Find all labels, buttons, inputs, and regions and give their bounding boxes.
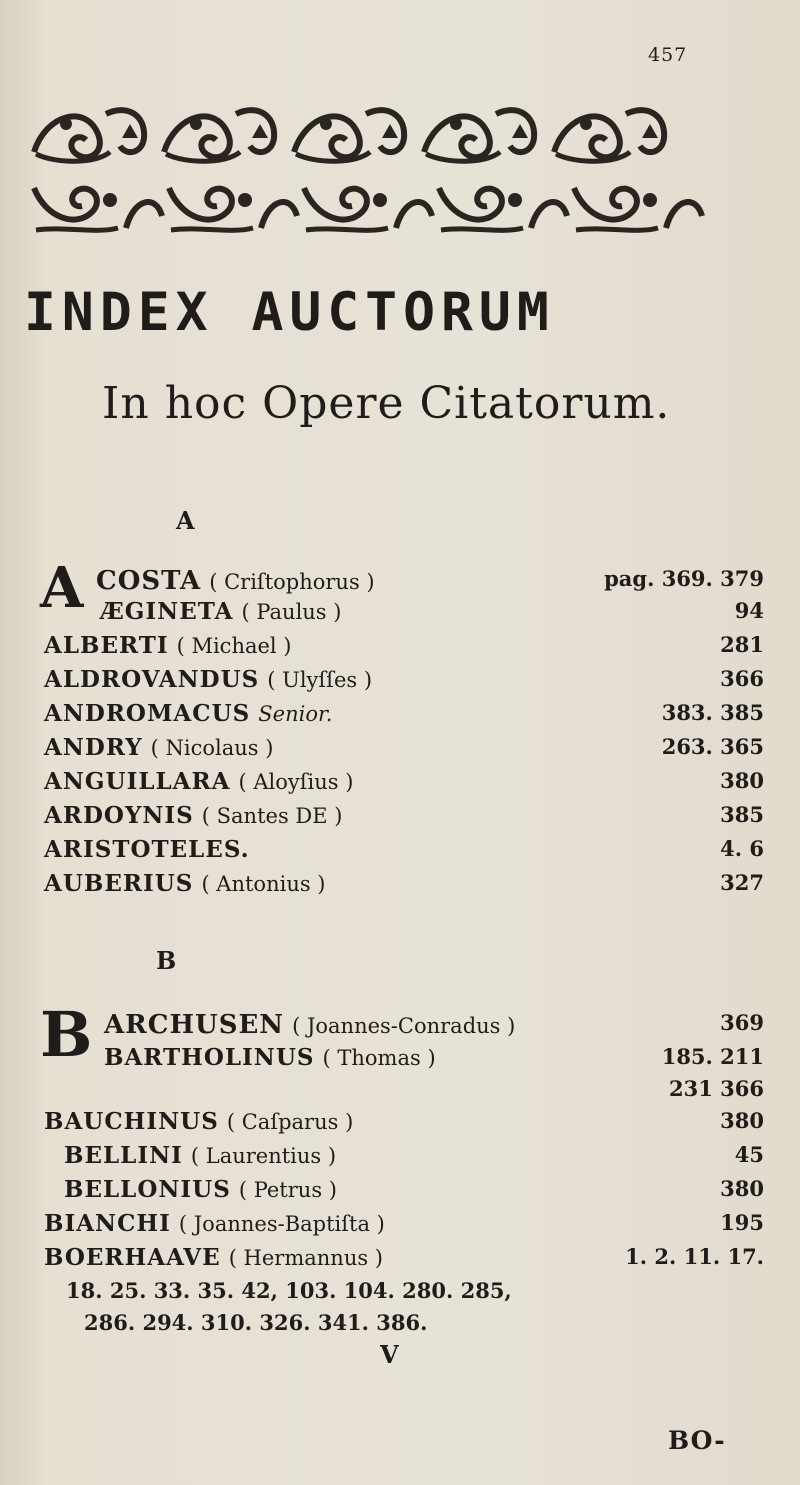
entry-name: BIANCHI <box>44 1210 171 1237</box>
entry-given-name: ( Paulus ) <box>241 600 342 624</box>
signature-mark: V <box>380 1340 399 1369</box>
entry-name: ÆGINETA <box>100 598 234 625</box>
entry-pages: 369 <box>720 1010 764 1035</box>
entry-given-name: ( Hermannus ) <box>228 1246 383 1270</box>
entry-given-name: ( Nicolaus ) <box>150 736 274 760</box>
drop-capital-b: B <box>40 998 93 1071</box>
entry-pages-continuation: 18. 25. 33. 35. 42, 103. 104. 280. 285, <box>66 1278 512 1303</box>
entry-pages: 380 <box>720 1176 764 1201</box>
section-letter-b: B <box>156 946 177 975</box>
entry-pages: 45 <box>734 1142 764 1167</box>
index-entry <box>44 870 764 904</box>
entry-name: BAUCHINUS <box>44 1108 219 1135</box>
entry-name: COSTA <box>96 566 202 596</box>
index-entry <box>44 1108 764 1142</box>
entry-pages: pag. 369. 379 <box>604 566 764 591</box>
index-entry <box>104 1044 764 1078</box>
entry-given-name: ( Petrus ) <box>238 1178 337 1202</box>
entry-given-name: ( Aloyſius ) <box>238 770 354 794</box>
entry-name: ARDOYNIS <box>44 802 194 829</box>
entry-pages: 263. 365 <box>661 734 764 759</box>
section-letter-a: A <box>176 506 195 535</box>
entry-given-name: ( Criſtophorus ) <box>209 570 375 594</box>
entry-name: ALBERTI <box>44 632 169 659</box>
entry-given-name: ( Michael ) <box>176 634 292 658</box>
index-subtitle: In hoc Opere Citatorum. <box>102 378 671 429</box>
entry-name: ARISTOTELES. <box>44 836 250 863</box>
entry-given-name: ( Joannes-Baptiſta ) <box>178 1212 385 1236</box>
index-entry <box>44 632 764 666</box>
index-entry <box>64 1142 764 1176</box>
entry-pages: 281 <box>720 632 764 657</box>
index-entry <box>100 598 764 632</box>
entry-pages: 380 <box>720 1108 764 1133</box>
entry-given-name: Senior. <box>258 702 333 726</box>
entry-name: ANDRY <box>44 734 143 761</box>
entry-name: BELLINI <box>64 1142 183 1169</box>
page-number: 457 <box>648 44 688 66</box>
drop-capital-a: A <box>40 555 84 621</box>
entry-name: ALDROVANDUS <box>44 666 260 693</box>
entry-pages: 94 <box>734 598 764 623</box>
index-entry <box>44 734 764 768</box>
entry-given-name: ( Thomas ) <box>322 1046 436 1070</box>
entry-pages: 327 <box>720 870 764 895</box>
entry-given-name: ( Joannes-Conradus ) <box>292 1014 516 1038</box>
catchword: BO- <box>668 1426 726 1455</box>
entry-name: BOERHAAVE <box>44 1244 221 1271</box>
entry-name: ARCHUSEN <box>104 1010 285 1040</box>
index-entry <box>44 1244 764 1278</box>
entry-pages-continuation: 231 366 <box>669 1076 764 1101</box>
headpiece-ornament-icon <box>26 94 716 242</box>
index-entry <box>44 802 764 836</box>
entry-given-name: ( Laurentius ) <box>190 1144 337 1168</box>
index-entry <box>44 700 764 734</box>
index-entry <box>96 566 764 600</box>
index-entry <box>44 768 764 802</box>
entry-pages: 4. 6 <box>720 836 764 861</box>
entry-pages: 185. 211 <box>661 1044 764 1069</box>
entry-name: AUBERIUS <box>44 870 194 897</box>
entry-name: ANGUILLARA <box>44 768 231 795</box>
entry-given-name: ( Antonius ) <box>201 872 326 896</box>
index-entry <box>44 666 764 700</box>
index-entry <box>44 836 764 870</box>
entry-pages: 383. 385 <box>661 700 764 725</box>
entry-pages: 366 <box>720 666 764 691</box>
entry-name: BELLONIUS <box>64 1176 231 1203</box>
entry-pages: 1. 2. 11. 17. <box>625 1244 764 1269</box>
entry-pages: 195 <box>720 1210 764 1235</box>
entry-given-name: ( Santes DE ) <box>201 804 343 828</box>
index-entry <box>44 1210 764 1244</box>
entry-name: ANDROMACUS <box>44 700 251 727</box>
index-entry <box>64 1176 764 1210</box>
index-title: INDEX AUCTORUM <box>24 282 555 343</box>
entry-given-name: ( Caſparus ) <box>226 1110 354 1134</box>
entry-pages-continuation: 286. 294. 310. 326. 341. 386. <box>84 1310 428 1335</box>
entry-given-name: ( Ulyſſes ) <box>267 668 373 692</box>
entry-name: BARTHOLINUS <box>104 1044 315 1071</box>
index-entry <box>104 1010 764 1044</box>
entry-pages: 380 <box>720 768 764 793</box>
entry-pages: 385 <box>720 802 764 827</box>
